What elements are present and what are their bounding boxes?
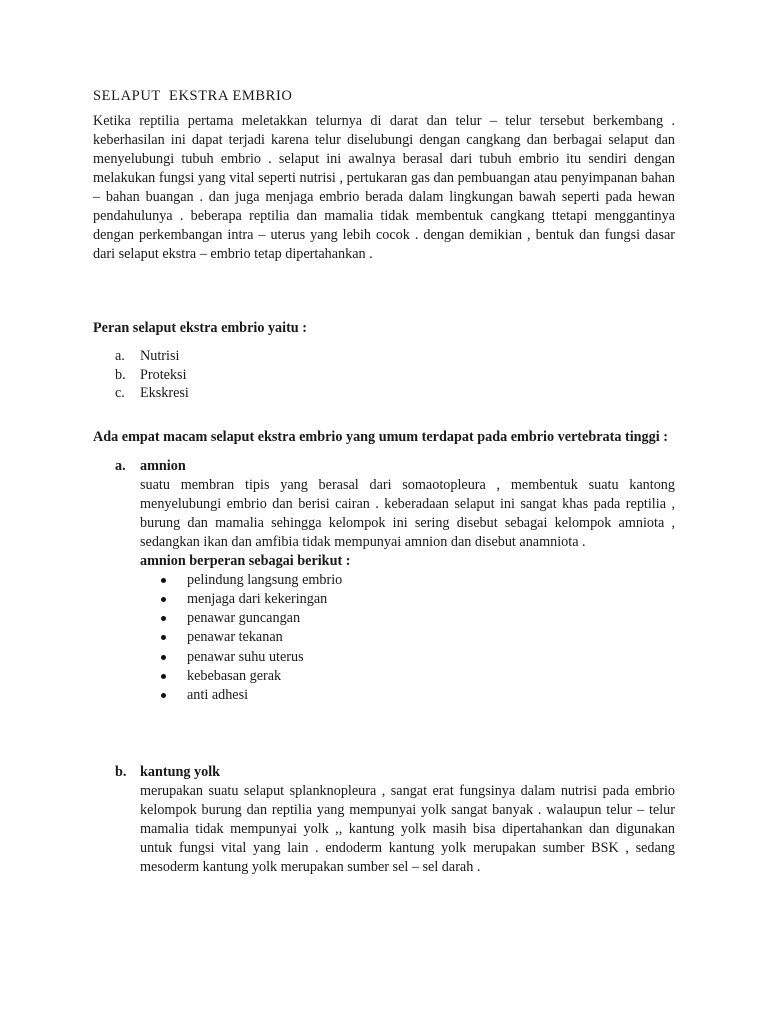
spacer xyxy=(93,706,675,763)
list-item xyxy=(140,667,675,686)
roles-heading: Peran selaput ekstra embrio yaitu : xyxy=(93,320,307,336)
list-item xyxy=(140,686,675,705)
list-item-text: pelindung langsung embrio xyxy=(187,571,343,588)
list-item xyxy=(140,571,675,590)
list-item-text: Ekskresi xyxy=(140,385,189,401)
list-item xyxy=(93,384,675,403)
bullet-icon xyxy=(161,635,166,640)
list-item xyxy=(93,366,675,385)
list-item xyxy=(93,347,675,366)
amnion-functions-list xyxy=(140,571,675,706)
section-body: merupakan suatu selaput splanknopleura , sangat erat fungsinya dalam nutrisi pada embrio kelompok burung dan reptilia yang mempunyai yolk sangat banyak . walaupun telur – telur mamalia tidak mempunyai yolk ,, kantung yolk masih bisa dipertahankan dan digunakan untuk fungsi vital yang lain . endoderm kantung yolk merupakan sumber BSK , sedang mesoderm kantung yolk merupakan sumber sel – sel darah . xyxy=(140,782,675,875)
list-item xyxy=(140,590,675,609)
roles-list xyxy=(93,347,675,403)
functions-heading: amnion berperan sebagai berikut : xyxy=(140,552,351,569)
list-item-text: Nutrisi xyxy=(140,348,180,364)
section-title: amnion xyxy=(140,457,186,474)
list-item-text: anti adhesi xyxy=(187,687,249,704)
list-item xyxy=(140,609,675,628)
section-marker: b. xyxy=(115,763,127,780)
spacer xyxy=(93,264,675,319)
list-marker: b. xyxy=(115,366,126,383)
bullet-icon xyxy=(161,655,166,660)
list-item xyxy=(140,648,675,667)
bullet-icon xyxy=(161,578,166,583)
section-body: suatu membran tipis yang berasal dari somaotopleura , membentuk suatu kantong menyelubungi embrio dan berisi cairan . keberadaan selaput ini sangat khas pada reptilia , burung dan mamalia sehingga kelompok ini sering disebut sebagai kelompok amniota , sedangkan ikan dan amfibia tidak mempunyai amnion dan disebut anamniota . xyxy=(140,476,675,550)
bullet-icon xyxy=(161,616,166,621)
bullet-icon xyxy=(161,674,166,679)
section-title: kantung yolk xyxy=(140,763,221,780)
list-item-text: menjaga dari kekeringan xyxy=(187,590,328,607)
bullet-icon xyxy=(161,693,166,698)
bullet-icon xyxy=(161,597,166,602)
intro-paragraph: Ketika reptilia pertama meletakkan telurnya di darat dan telur – telur tersebut berkembang . keberhasilan ini dapat terjadi karena telur diselubungi dengan cangkang dan berbagai selaput dan menyelubungi tubuh embrio . selaput ini awalnya berasal dari tubuh embrio itu sendiri dengan melakukan fungsi yang vital seperti nutrisi , pertukaran gas dan pembuangan atau penyimpanan bahan – bahan buangan . dan juga menjaga embrio berada dalam lingkungan bawah seperti pada hewan pendahulunya . beberapa reptilia dan mamalia tidak membentuk cangkang ttetapi menggantinya dengan perkembangan intra – uterus yang lebih cocok . dengan demikian , bentuk dan fungsi dasar dari selaput ekstra – embrio tetap dipertahankan . xyxy=(93,113,675,262)
list-marker: c. xyxy=(115,385,125,401)
list-item-text: penawar suhu uterus xyxy=(187,648,304,665)
document-page xyxy=(93,86,675,877)
list-item-text: penawar tekanan xyxy=(187,629,283,646)
list-item-text: penawar guncangan xyxy=(187,610,301,627)
list-marker: a. xyxy=(115,348,125,364)
document-title: SELAPUT EKSTRA EMBRIO xyxy=(93,88,293,104)
spacer xyxy=(93,447,675,457)
section-marker: a. xyxy=(115,457,126,474)
spacer xyxy=(93,338,675,347)
list-item-text: kebebasan gerak xyxy=(187,667,282,684)
types-heading: Ada empat macam selaput ekstra embrio yang umum terdapat pada embrio vertebrata tinggi : xyxy=(93,428,668,445)
list-item-text: Proteksi xyxy=(140,366,187,383)
spacer xyxy=(93,403,675,428)
amnion-section xyxy=(93,457,675,571)
yolk-section xyxy=(93,763,675,877)
list-item xyxy=(140,628,675,647)
